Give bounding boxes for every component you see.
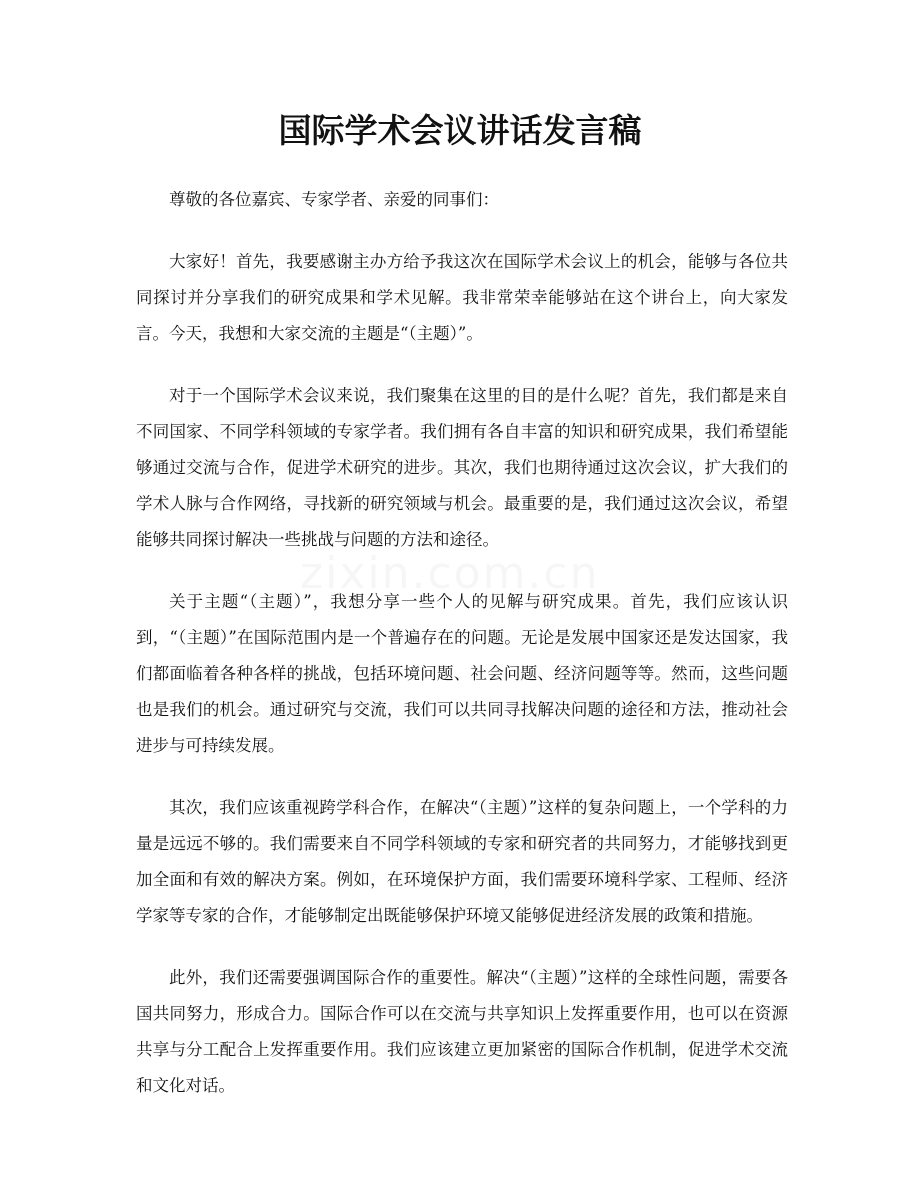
document-body — [136, 182, 788, 1130]
paragraph-theme: 关于主题“（主题）”，我想分享一些个人的见解与研究成果。首先，我们应该认识到，“（主题）”在国际范围内是一个普遍存在的问题。无论是发展中国家还是发达国家，我们都面临着各种各样的挑战，包括环境问题、社会问题、经济问题等等。然而，这些问题也是我们的机会。通过研究与交流，我们可以共同寻找解决问题的途径和方法，推动社会进步与可持续发展。 — [136, 592, 788, 755]
paragraph-salutation: 尊敬的各位嘉宾、专家学者、亲爱的同事们： — [169, 190, 499, 209]
paragraph-interdisciplinary: 其次，我们应该重视跨学科合作，在解决“（主题）”这样的复杂问题上，一个学科的力量是远远不够的。我们需要来自不同学科领域的专家和研究者的共同努力，才能够找到更加全面和有效的解决方案。例如，在环境保护方面，我们需要环境科学家、工程师、经济学家等专家的合作，才能够制定出既能够保护环境又能够促进经济发展的政策和措施。 — [136, 798, 788, 925]
document-title: 国际学术会议讲话发言稿 — [278, 111, 642, 150]
paragraph-international-cooperation: 此外，我们还需要强调国际合作的重要性。解决“（主题）”这样的全球性问题，需要各国共同努力，形成合力。国际合作可以在交流与共享知识上发挥重要作用，也可以在资源共享与分工配合上发挥重要作用。我们应该建立更加紧密的国际合作机制，促进学术交流和文化对话。 — [136, 968, 788, 1095]
paragraph-purpose: 对于一个国际学术会议来说，我们聚集在这里的目的是什么呢？首先，我们都是来自不同国家、不同学科领域的专家学者。我们拥有各自丰富的知识和研究成果，我们希望能够通过交流与合作，促进学术研究的进步。其次，我们也期待通过这次会议，扩大我们的学术人脉与合作网络，寻找新的研究领域与机会。最重要的是，我们通过这次会议，希望能够共同探讨解决一些挑战与问题的方法和途径。 — [136, 386, 788, 549]
paragraph-opening: 大家好！首先，我要感谢主办方给予我这次在国际学术会议上的机会，能够与各位共同探讨并分享我们的研究成果和学术见解。我非常荣幸能够站在这个讲台上，向大家发言。今天，我想和大家交流的主题是“（主题）”。 — [136, 252, 788, 343]
